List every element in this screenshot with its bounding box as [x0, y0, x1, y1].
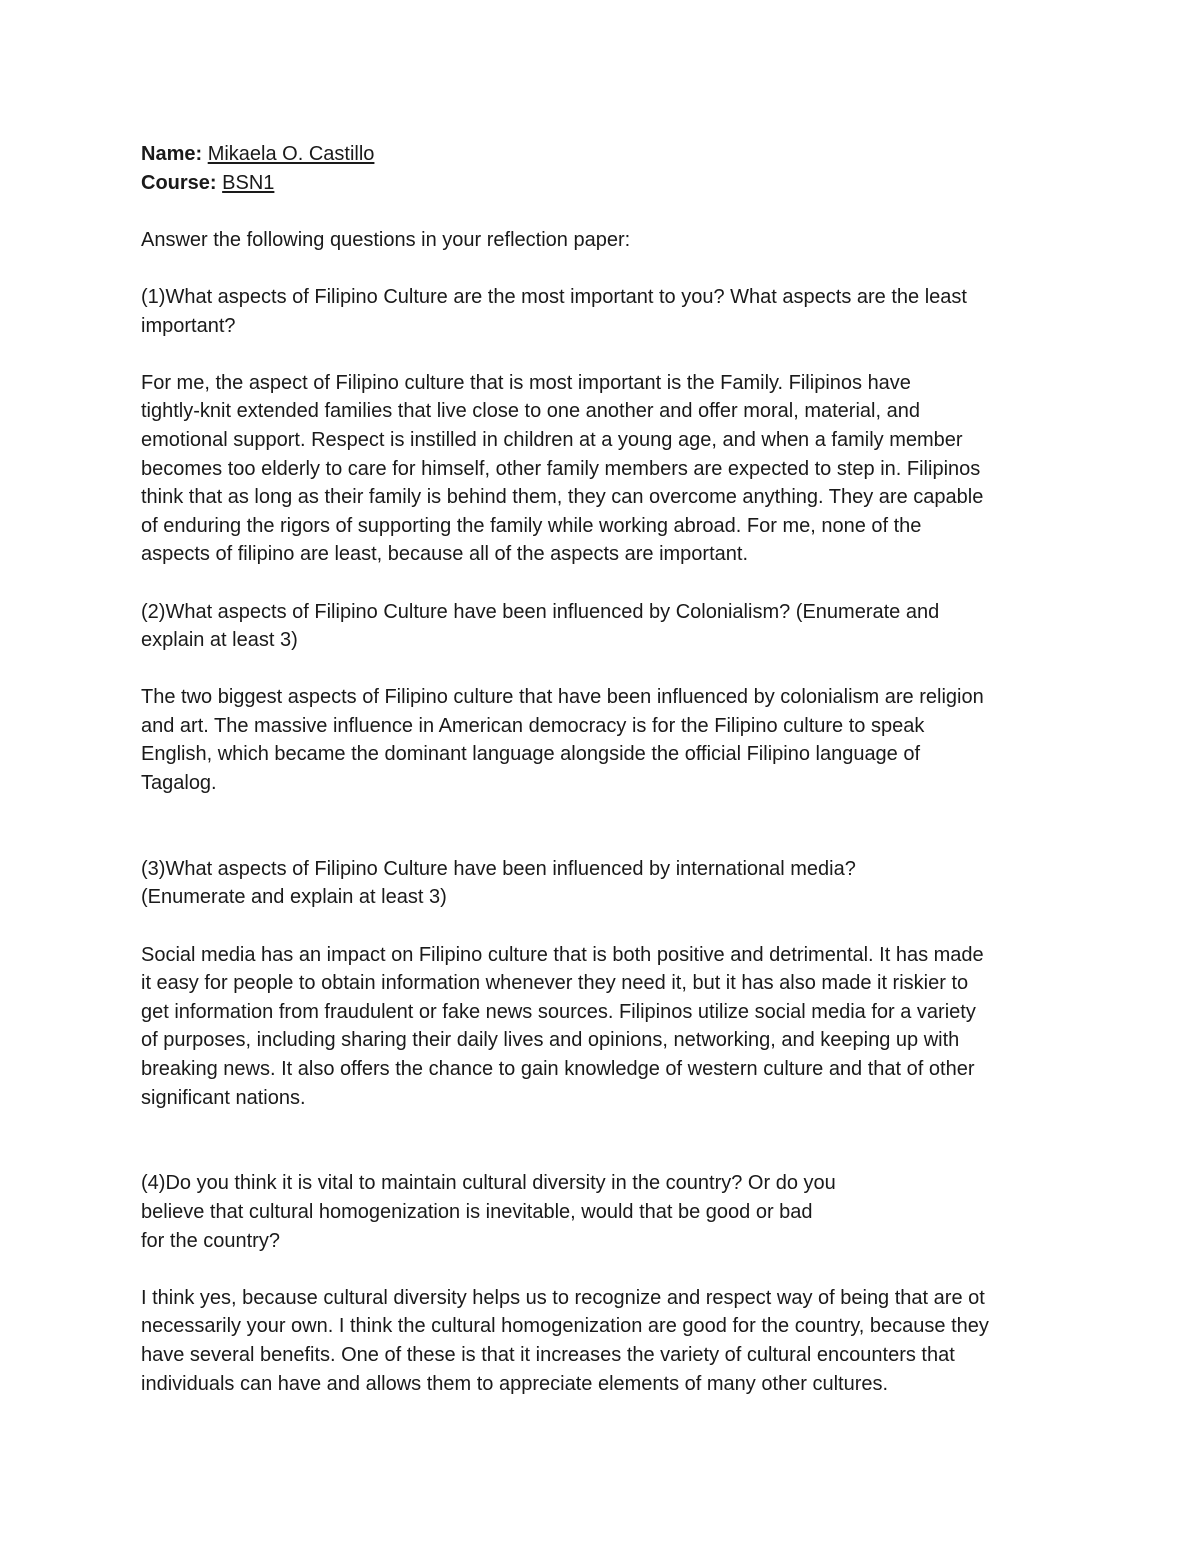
question-line: (1)What aspects of Filipino Culture are the most important to you? What aspects are the least [141, 285, 967, 308]
answer-line: it easy for people to obtain information whenever they need it, but it has also made it riskier to [141, 972, 969, 995]
question-4 [141, 1169, 1081, 1255]
answer-4 [141, 1284, 1081, 1398]
answer-line: individuals can have and allows them to appreciate elements of many other cultures. [141, 1372, 889, 1395]
answer-2 [141, 683, 1081, 797]
answer-line: Social media has an impact on Filipino culture that is both positive and detrimental. It has made [141, 943, 984, 966]
name-row [141, 140, 1081, 169]
answer-1 [141, 369, 1081, 569]
answer-line: English, which became the dominant language alongside the official Filipino language of [141, 743, 921, 766]
question-line: important? [141, 314, 236, 337]
course-label: Course: [141, 171, 217, 194]
answer-line: Tagalog. [141, 772, 217, 795]
answer-line: necessarily your own. I think the cultural homogenization are good for the country, because they [141, 1315, 989, 1338]
answer-line: of enduring the rigors of supporting the family while working abroad. For me, none of the [141, 514, 922, 537]
question-1 [141, 283, 1081, 340]
question-line: (3)What aspects of Filipino Culture have been influenced by international media? [141, 857, 856, 880]
answer-line: think that as long as their family is behind them, they can overcome anything. They are capable [141, 486, 984, 509]
answer-line: emotional support. Respect is instilled in children at a young age, and when a family member [141, 428, 963, 451]
answer-3 [141, 941, 1081, 1113]
answer-line: get information from fraudulent or fake news sources. Filipinos utilize social media for a variety [141, 1000, 976, 1023]
course-row [141, 169, 1081, 198]
answer-line: significant nations. [141, 1086, 306, 1109]
answer-line: of purposes, including sharing their daily lives and opinions, networking, and keeping up with [141, 1029, 960, 1052]
answer-line: breaking news. It also offers the chance to gain knowledge of western culture and that of other [141, 1058, 975, 1080]
answer-line: For me, the aspect of Filipino culture that is most important is the Family. Filipinos have [141, 371, 911, 394]
question-line: (4)Do you think it is vital to maintain cultural diversity in the country? Or do you [141, 1172, 836, 1195]
answer-line: becomes too elderly to care for himself, other family members are expected to step in. Filipinos [141, 457, 981, 480]
instructions-text: Answer the following questions in your reflection paper: [141, 228, 631, 251]
question-line: (Enumerate and explain at least 3) [141, 886, 447, 909]
answer-line: The two biggest aspects of Filipino culture that have been influenced by colonialism are religion [141, 686, 984, 709]
question-line: believe that cultural homogenization is inevitable, would that be good or bad [141, 1200, 813, 1223]
name-value: Mikaela O. Castillo [207, 143, 375, 165]
name-label: Name: [141, 143, 203, 165]
answer-line: and art. The massive influence in American democracy is for the Filipino culture to speak [141, 714, 925, 737]
course-value: BSN1 [222, 171, 275, 194]
answer-line: have several benefits. One of these is that it increases the variety of cultural encounters that [141, 1343, 955, 1366]
question-line: for the country? [141, 1229, 280, 1252]
question-2 [141, 598, 1081, 655]
document-page [141, 140, 1081, 1398]
answer-line: aspects of filipino are least, because all of the aspects are important. [141, 543, 749, 566]
question-3 [141, 855, 1081, 912]
question-line: (2)What aspects of Filipino Culture have been influenced by Colonialism? (Enumerate and [141, 600, 940, 623]
answer-line: I think yes, because cultural diversity helps us to recognize and respect way of being that are ot [141, 1286, 985, 1309]
question-line: explain at least 3) [141, 629, 298, 652]
answer-line: tightly-knit extended families that live close to one another and offer moral, material, and [141, 400, 920, 423]
